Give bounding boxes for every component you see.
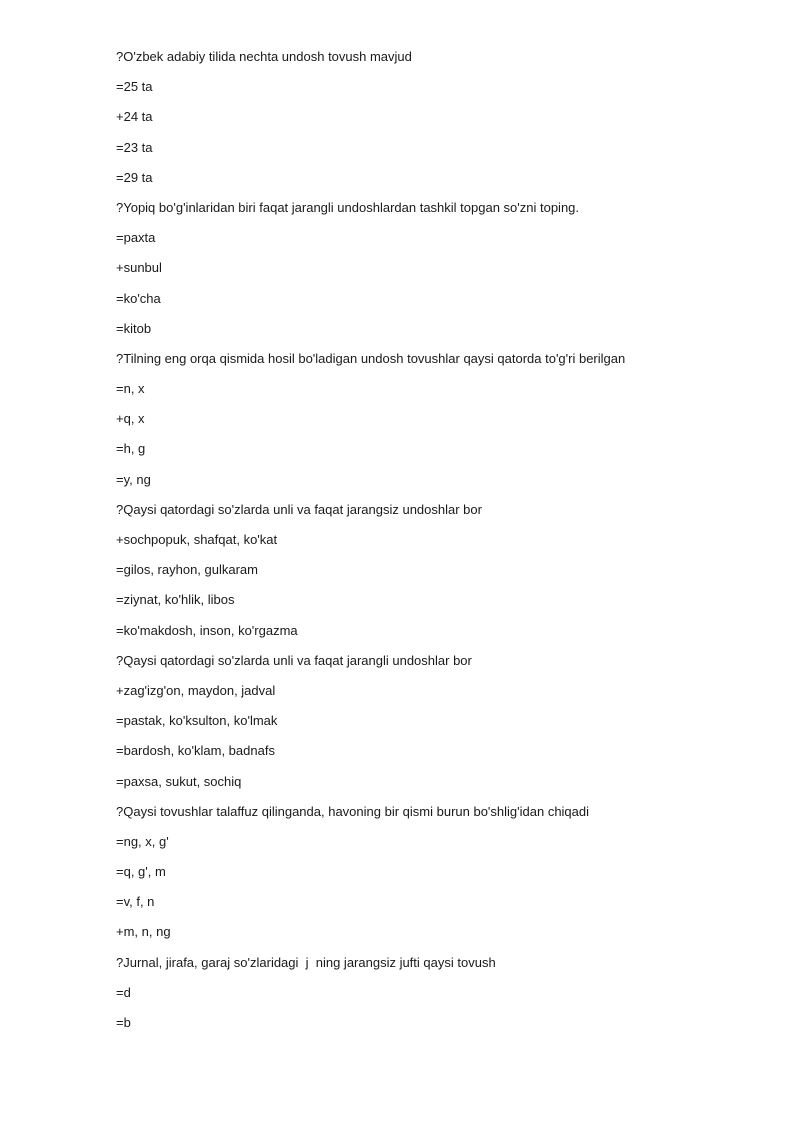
answer-option: =bardosh, ko'klam, badnafs (116, 743, 275, 759)
question-text: ?O'zbek adabiy tilida nechta undosh tovush mavjud (116, 49, 412, 64)
answer-option: =ziynat, ko'hlik, libos (116, 592, 235, 608)
correct-answer-option: +24 ta (116, 109, 153, 125)
answer-option: =ko'cha (116, 290, 161, 306)
answer-option: =q, g', m (116, 864, 166, 880)
correct-answer-option: +m, n, ng (116, 924, 171, 940)
question-text: ?Jurnal, jirafa, garaj so'zlaridagi j ning jarangsiz jufti qaysi tovush (116, 954, 496, 970)
answer-option: =h, g (116, 441, 146, 457)
question-text: ?Qaysi qatordagi so'zlarda unli va faqat jarangsiz undoshlar bor (116, 501, 482, 517)
question-text: ?Yopiq bo'g'inlaridan biri faqat jarangli undoshlardan tashkil topgan so'zni toping. (116, 199, 580, 215)
correct-answer-option: +sunbul (116, 260, 162, 276)
answer-option: =gilos, rayhon, gulkaram (116, 562, 258, 578)
question-text: ?Qaysi tovushlar talaffuz qilinganda, havoning bir qismi burun bo'shlig'idan chiqadi (116, 803, 590, 819)
correct-answer-option: +q, x (116, 411, 145, 427)
answer-option: =b (116, 1015, 131, 1030)
answer-option: =n, x (116, 381, 145, 397)
answer-option: =v, f, n (116, 894, 155, 910)
answer-option: =paxsa, sukut, sochiq (116, 773, 242, 789)
answer-option: =25 ta (116, 79, 153, 95)
answer-option: =d (116, 984, 131, 1000)
answer-option: =ng, x, g' (116, 833, 169, 849)
question-list (116, 47, 776, 1043)
answer-option: =paxta (116, 230, 156, 246)
answer-option: =pastak, ko'ksulton, ko'lmak (116, 713, 278, 729)
question-text: ?Tilning eng orqa qismida hosil bo'ladigan undosh tovushlar qaysi qatorda to'g'ri berilgan (116, 350, 626, 366)
answer-option: =y, ng (116, 471, 151, 487)
correct-answer-option: +sochpopuk, shafqat, ko'kat (116, 532, 278, 547)
answer-option: =29 ta (116, 169, 153, 185)
answer-option: =ko'makdosh, inson, ko'rgazma (116, 622, 298, 638)
question-text: ?Qaysi qatordagi so'zlarda unli va faqat jarangli undoshlar bor (116, 652, 472, 668)
answer-option: =23 ta (116, 139, 153, 155)
correct-answer-option: +zag'izg'on, maydon, jadval (116, 682, 276, 698)
answer-option: =kitob (116, 320, 152, 336)
